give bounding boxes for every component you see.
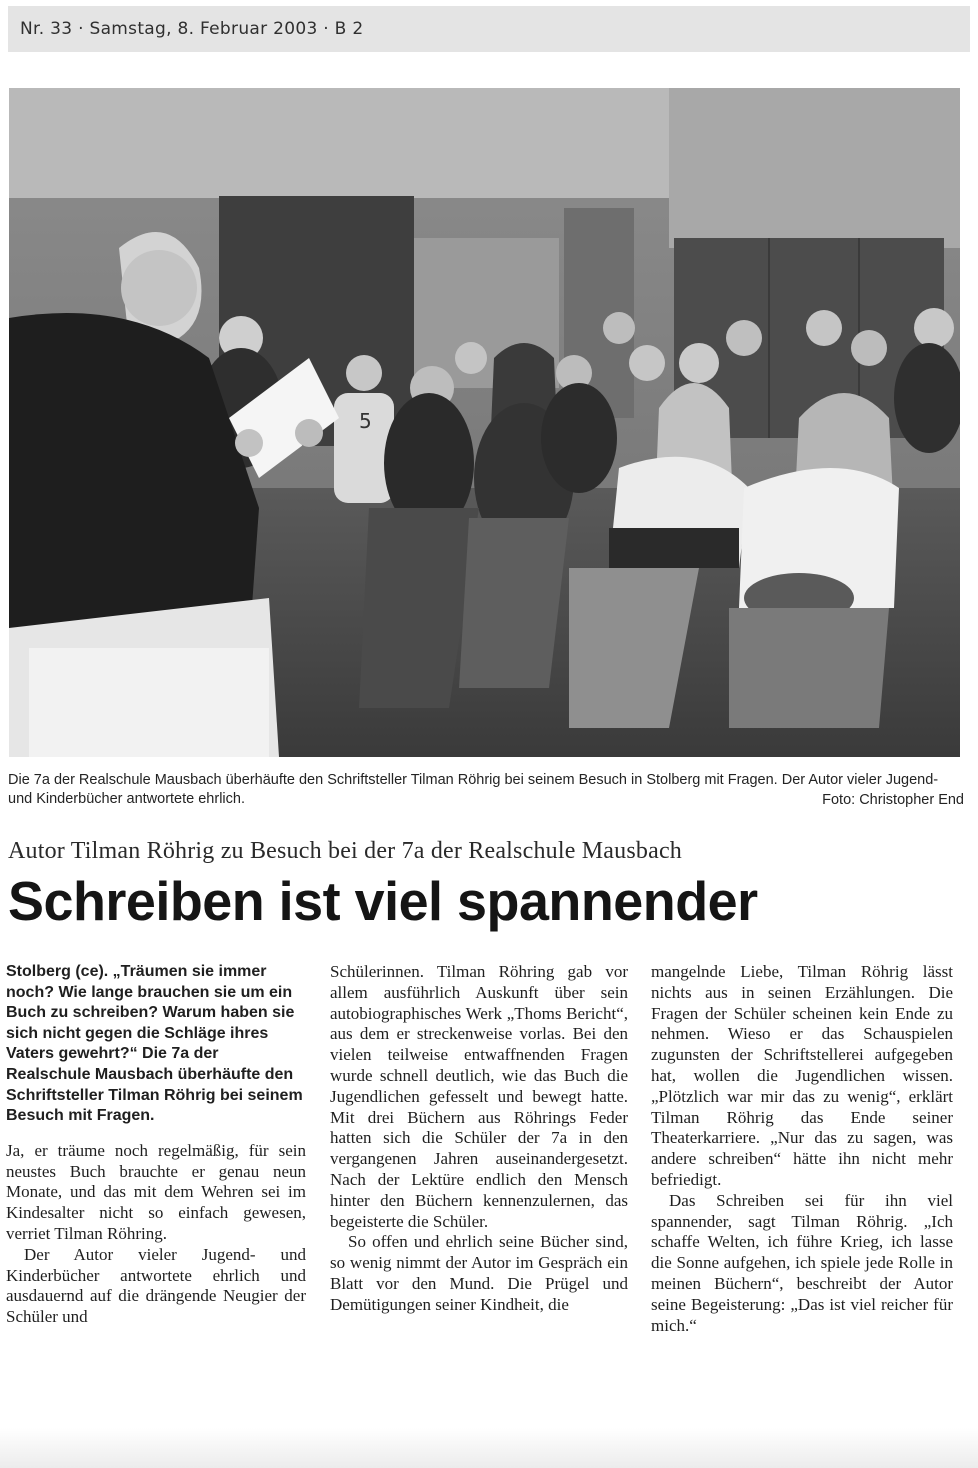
article-paragraph: So offen und ehrlich seine Bücher sind, so wenig nimmt der Autor im Gespräch ein Blatt vor den Mund. Die Prügel und Demütigungen seiner Kindheit, die (330, 1232, 628, 1314)
article-paragraph: Der Autor vieler Jugend- und Kinderbücher antwortete ehrlich und ausdauernd auf die drängende Neugier der Schüler und (6, 1244, 306, 1327)
article-kicker: Autor Tilman Röhrig zu Besuch bei der 7a der Realschule Mausbach (8, 838, 682, 864)
article-paragraph: Ja, er träume noch regelmäßig, für sein neustes Buch brauchte er genau neun Monate, und das mit dem Wehren sei im Kindesalter nicht so einfach gewesen, verriet Tilman Röhring. (6, 1140, 306, 1243)
article-lead: Stolberg (ce). „Träumen sie immer noch? Wie lange brauchen sie um ein Buch zu schreiben? Warum haben sie sich nicht gegen die Schläge ihres Vaters gewehrt?“ Die 7a der Realschule Mausbach überhäufte den Schriftsteller Tilman Röhrig bei seinem Besuch mit Fragen. (6, 963, 303, 1125)
article-headline: Schreiben ist viel spannender (8, 870, 758, 932)
article-paragraph: mangelnde Liebe, Tilman Röhrig lässt nichts aus in seinen Erzählungen. Die Fragen der Schüler scheinen kein Ende zu nehmen. Wieso er das Schauspielen zugunsten der Schriftstellerei aufgegeben hat, wollen die Jugendlichen wissen. „Plötzlich war mir das zu wenig“, erklärt Tilman Röhrig das Ende seiner Theaterkarriere. „Nur das zu sagen, was andere schreiben“ hätte ihn nicht mehr befriedigt. (651, 962, 953, 1189)
page-header: Nr. 33 · Samstag, 8. Februar 2003 · B 2 (20, 19, 364, 39)
news-photo (9, 88, 960, 757)
article-paragraph: Schülerinnen. Tilman Röhring gab vor allem ausführlich Auskunft über sein autobiographisches Werk „Thoms Bericht“, aus dem er streckenweise vorlas. Bei den vielen teilweise entwaffnenden Fragen wurde schnell deutlich, wie das Buch die Jugendlichen gefesselt und bewegt hatte. Mit drei Büchern aus Röhrings Feder hatten sich die Schüler der 7a in den vergangenen Jahren auseinandergesetzt. Nach der Lektüre endlich den Mensch hinter den Büchern kennenzulernen, das begeisterte die Schüler. (330, 962, 628, 1231)
scan-bottom-shade (0, 1428, 978, 1468)
classroom-photo-illustration (9, 88, 960, 757)
jersey-number: 5 (359, 409, 372, 433)
caption-text: Die 7a der Realschule Mausbach überhäufte den Schriftsteller Tilman Röhrig bei seinem Besuch in Stolberg mit Fragen. Der Autor vieler Jugend- und Kinderbücher antwortete ehrlich. (8, 772, 939, 807)
article-column-1 (6, 962, 306, 1328)
photo-credit: Foto: Christopher End (822, 792, 964, 808)
article-paragraph: Das Schreiben sei für ihn viel spannender, sagt Tilman Röhrig. „Ich schaffe Welten, ich führe Krieg, ich lasse die Sonne aufgehen, ich spiele jede Rolle in meinen Büchern“, beschreibt der Autor seine Begeisterung: „Das ist viel reicher für mich.“ (651, 1190, 953, 1335)
article-column-2 (330, 962, 628, 1316)
photo-caption (8, 771, 958, 809)
article-column-3 (651, 962, 953, 1336)
